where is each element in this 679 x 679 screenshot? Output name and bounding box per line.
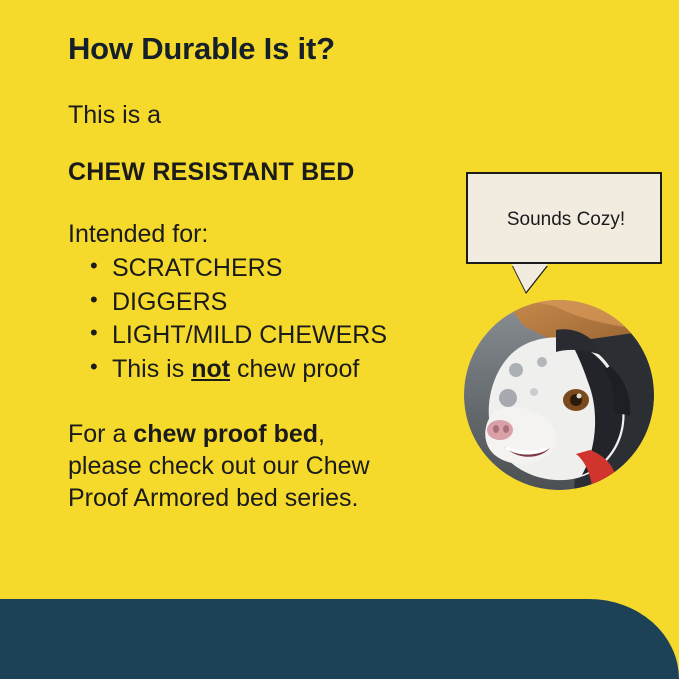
not-chew-proof-after: chew proof — [230, 354, 360, 383]
closing-line3: Proof Armored bed series. — [68, 484, 359, 513]
intro-block — [68, 99, 488, 188]
bottom-accent-band — [0, 599, 679, 679]
intro-line-2: CHEW RESISTANT BED — [68, 158, 355, 187]
speech-bubble-tail — [512, 264, 548, 292]
text-column — [68, 30, 488, 514]
speech-bubble-text: Sounds Cozy! — [506, 209, 626, 230]
intro-line-1: This is a — [68, 101, 162, 130]
intended-for-list — [68, 252, 488, 386]
closing-line2: please check out our Chew — [68, 452, 370, 481]
page-title: How Durable Is it? — [68, 31, 335, 66]
closing-line1-bold: chew proof bed — [133, 420, 319, 449]
closing-line1-after: , — [318, 420, 325, 449]
dog-photo — [464, 300, 654, 490]
list-item: • LIGHT/MILD CHEWERS — [90, 319, 488, 353]
not-emphasis: not — [191, 354, 231, 383]
intended-for-label: Intended for: — [68, 220, 209, 249]
closing-paragraph — [68, 418, 468, 514]
not-chew-proof-before: This is — [112, 354, 192, 383]
list-item: • SCRATCHERS — [90, 252, 488, 286]
list-item-not-chew-proof — [90, 353, 488, 387]
list-item: • DIGGERS — [90, 286, 488, 320]
closing-line1-before: For a — [68, 420, 134, 449]
speech-bubble — [466, 172, 662, 264]
